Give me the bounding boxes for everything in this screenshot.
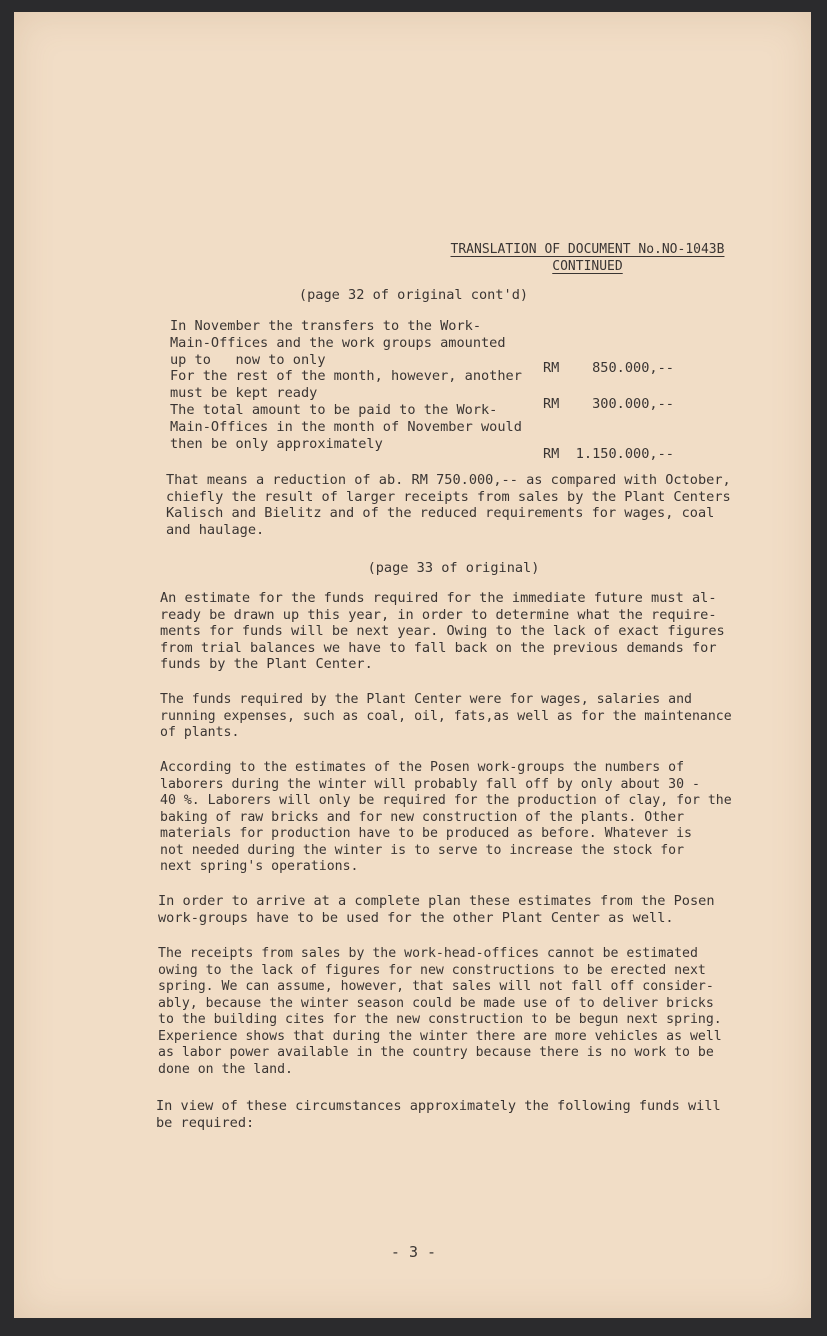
header-subtitle: CONTINUED (552, 259, 623, 274)
text-line: then be only approximately (170, 435, 383, 452)
amount-total: RM 1.150.000,-- (543, 446, 674, 462)
text-line: baking of raw bricks and for new construction of the plants. Other (160, 809, 685, 825)
text-line: owing to the lack of figures for new constructions to be erected next (158, 962, 706, 978)
amount-reserve: RM 300.000,-- (543, 396, 674, 412)
amount-transferred: RM 850.000,-- (543, 360, 674, 376)
estimate-paragraph (160, 590, 725, 673)
posen-paragraph (160, 760, 732, 876)
text-line: Kalisch and Bielitz and of the reduced requirements for wages, coal (166, 505, 715, 521)
text-line: work-groups have to be used for the other Plant Center as well. (158, 909, 674, 926)
text-line: and haulage. (166, 521, 265, 538)
funds-paragraph (160, 692, 732, 742)
reduction-paragraph (166, 472, 731, 538)
receipts-paragraph (158, 946, 722, 1078)
text-line: ably, because the winter season could be made use of to deliver bricks (158, 995, 714, 1011)
text-line: chiefly the result of larger receipts from sales by the Plant Centers (166, 488, 731, 505)
plan-paragraph (158, 893, 715, 926)
text-line: In order to arrive at a complete plan these estimates from the Posen (158, 893, 715, 909)
page-reference-33: (page 33 of original) (367, 560, 540, 576)
text-line: up to now to only (170, 351, 326, 368)
text-line: not needed during the winter is to serve to increase the stock for (160, 842, 685, 858)
text-line: 40 %. Laborers will only be required for the production of clay, for the (160, 793, 732, 808)
page-reference-32: (page 32 of original cont'd) (298, 287, 529, 303)
text-line: An estimate for the funds required for the immediate future must al- (160, 590, 717, 606)
text-line: of plants. (160, 725, 240, 740)
text-line: laborers during the winter will probably fall off by only about 30 - (160, 776, 700, 792)
text-line: Main-Offices and the work groups amounted (170, 334, 506, 351)
text-line: The funds required by the Plant Center were for wages, salaries and (160, 692, 692, 707)
text-line: as labor power available in the country because there is no work to be (158, 1045, 714, 1060)
page-number: - 3 - (390, 1243, 437, 1261)
text-line: Main-Offices in the month of November would (170, 418, 522, 435)
text-line: That means a reduction of ab. RM 750.000,-- as compared with October, (166, 472, 731, 488)
text-line: from trial balances we have to fall back on the previous demands for (160, 639, 717, 656)
view-paragraph (156, 1098, 721, 1131)
text-line: spring. We can assume, however, that sales will not fall off consider- (158, 979, 714, 994)
text-line: must be kept ready (170, 385, 318, 402)
text-line: funds by the Plant Center. (160, 656, 373, 672)
transfers-block (170, 318, 522, 452)
text-line: materials for production have to be produced as before. Whatever is (160, 826, 692, 841)
document-header (440, 241, 735, 275)
text-line: ments for funds will be next year. Owing to the lack of exact figures (160, 623, 725, 639)
text-line: For the rest of the month, however, another (170, 368, 522, 385)
text-line: The receipts from sales by the work-head-offices cannot be estimated (158, 946, 698, 961)
text-line: In view of these circumstances approximately the following funds will (156, 1098, 721, 1114)
text-line: to the building cites for the new construction to be begun next spring. (158, 1012, 722, 1027)
text-line: In November the transfers to the Work- (170, 318, 481, 334)
text-line: ready be drawn up this year, in order to determine what the require- (160, 606, 717, 623)
text-line: next spring's operations. (160, 859, 359, 874)
text-line: The total amount to be paid to the Work- (170, 401, 498, 418)
header-title: TRANSLATION OF DOCUMENT No.NO-1043B (450, 242, 725, 257)
text-line: According to the estimates of the Posen work-groups the numbers of (160, 760, 685, 775)
text-line: be required: (156, 1114, 255, 1131)
text-line: running expenses, such as coal, oil, fats,as well as for the maintenance (160, 708, 732, 724)
text-line: done on the land. (158, 1061, 293, 1077)
text-line: Experience shows that during the winter there are more vehicles as well (158, 1028, 722, 1044)
